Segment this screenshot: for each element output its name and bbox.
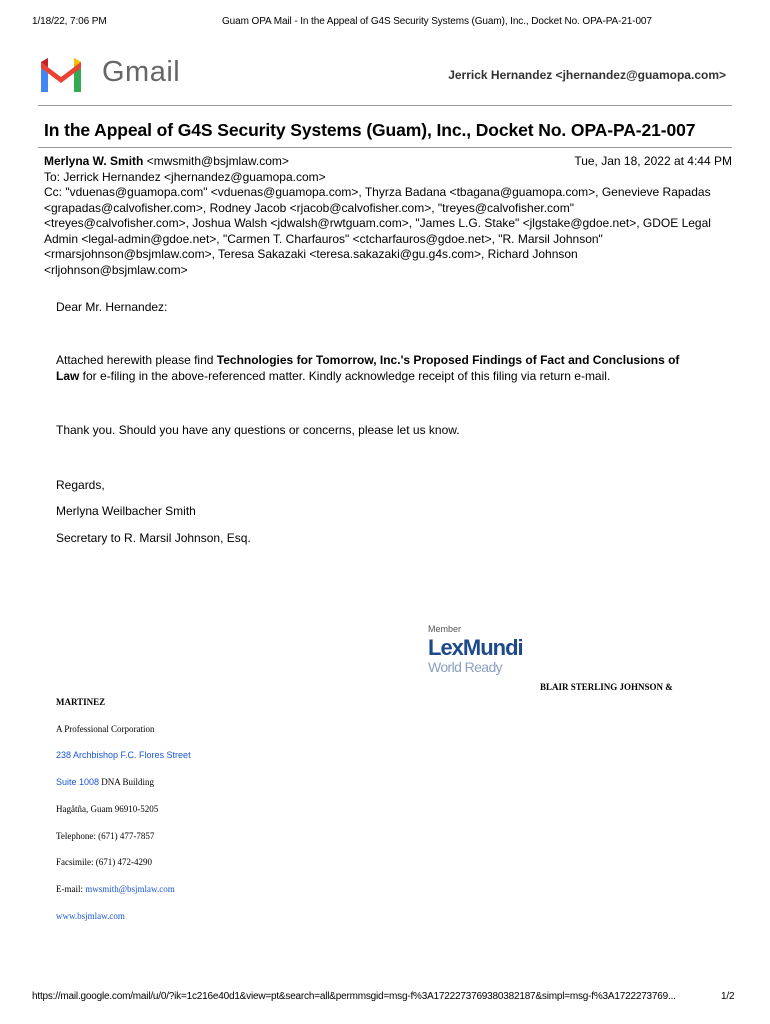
email-label: E-mail: [56, 884, 86, 894]
cc-line-5: <rmarsjohnson@bsjmlaw.com>, Teresa Sakazaki <teresa.sakazaki@gu.g4s.com>, Richard Johnson [44, 247, 578, 261]
firm-website-link[interactable]: www.bsjmlaw.com [56, 911, 125, 921]
firm-corp: A Professional Corporation [56, 724, 155, 734]
regards-line: Regards, [56, 478, 105, 492]
lexmundi-tagline: World Ready [428, 659, 503, 675]
lexmundi-badge [428, 624, 523, 674]
message-paragraph [56, 353, 716, 384]
sender-address: <mwsmith@bsjmlaw.com> [146, 154, 289, 168]
para-document-title: Technologies for Tomorrow, Inc.'s Proposed Findings of Fact and Conclusions of [216, 353, 680, 367]
cc-line-4: Admin <legal-admin@gdoe.net>, "Carmen T. Charfauros" <ctcharfauros@gdoe.net>, "R. Marsil Johnson" [44, 231, 603, 246]
firm-name-line2: MARTINEZ [56, 697, 106, 707]
account-name: Jerrick Hernandez <jhernandez@guamopa.com> [448, 68, 726, 82]
lexmundi-member: Member [428, 624, 462, 634]
email-meta [44, 154, 732, 278]
thanks-line: Thank you. Should you have any questions or concerns, please let us know. [56, 423, 460, 437]
firm-email-link[interactable]: mwsmith@bsjmlaw.com [85, 884, 175, 894]
subject-divider [38, 147, 732, 148]
to-line: To: Jerrick Hernandez <jhernandez@guamopa.com> [44, 169, 326, 184]
cc-line-3: <treyes@calvofisher.com>, Joshua Walsh <jdwalsh@rwtguam.com>, "James L.G. Stake" <jlgstake@gdoe.net>, GDOE Legal [44, 216, 711, 230]
firm-facsimile: Facsimile: (671) 472-4290 [56, 857, 152, 867]
print-page-number: 1/2 [721, 991, 735, 1002]
firm-name-line1: BLAIR STERLING JOHNSON & [540, 682, 673, 692]
greeting: Dear Mr. Hernandez: [56, 300, 168, 314]
print-title: Guam OPA Mail - In the Appeal of G4S Security Systems (Guam), Inc., Docket No. OPA-PA-21-007 [222, 16, 652, 27]
gmail-m-logo-icon [38, 54, 84, 94]
firm-email-line [56, 884, 175, 894]
print-datetime: 1/18/22, 7:06 PM [32, 16, 107, 27]
header-divider [38, 105, 732, 106]
sender-full-name: Merlyna Weilbacher Smith [56, 504, 196, 518]
para-rest: for e-filing in the above-referenced matter. Kindly acknowledge receipt of this filing via return e-mail. [79, 368, 611, 383]
para-intro: Attached herewith please find [56, 353, 217, 367]
suite-building: DNA Building [99, 777, 155, 787]
print-url: https://mail.google.com/mail/u/0/?ik=1c216e40d1&view=pt&search=all&permmsgid=msg-f%3A1722273769380382187&simpl=msg-f%3A1722273769... [32, 991, 676, 1002]
sender-title: Secretary to R. Marsil Johnson, Esq. [56, 531, 251, 545]
cc-line-2: <grapadas@calvofisher.com>, Rodney Jacob <rjacob@calvofisher.com>, "treyes@calvofisher.com" [44, 200, 574, 215]
sender-name: Merlyna W. Smith [44, 154, 144, 168]
lexmundi-name: LexMundi [428, 635, 523, 660]
firm-telephone: Telephone: (671) 477-7857 [56, 831, 155, 841]
email-subject: In the Appeal of G4S Security Systems (Guam), Inc., Docket No. OPA-PA-21-007 [44, 120, 696, 140]
suite-link[interactable]: Suite 1008 [56, 777, 100, 787]
cc-line-6: <rljohnson@bsjmlaw.com> [44, 262, 188, 277]
para-document-title-end: Law [56, 368, 80, 383]
gmail-wordmark: Gmail [102, 56, 181, 88]
firm-suite [56, 777, 154, 787]
cc-line-1: Cc: "vduenas@guamopa.com" <vduenas@guamopa.com>, Thyrza Badana <tbagana@guamopa.com>, Genevieve Rapadas [44, 185, 711, 199]
firm-city: Hagåtña, Guam 96910-5205 [56, 804, 159, 814]
email-date: Tue, Jan 18, 2022 at 4:44 PM [574, 154, 732, 168]
firm-street-link[interactable]: 238 Archbishop F.C. Flores Street [56, 750, 191, 760]
